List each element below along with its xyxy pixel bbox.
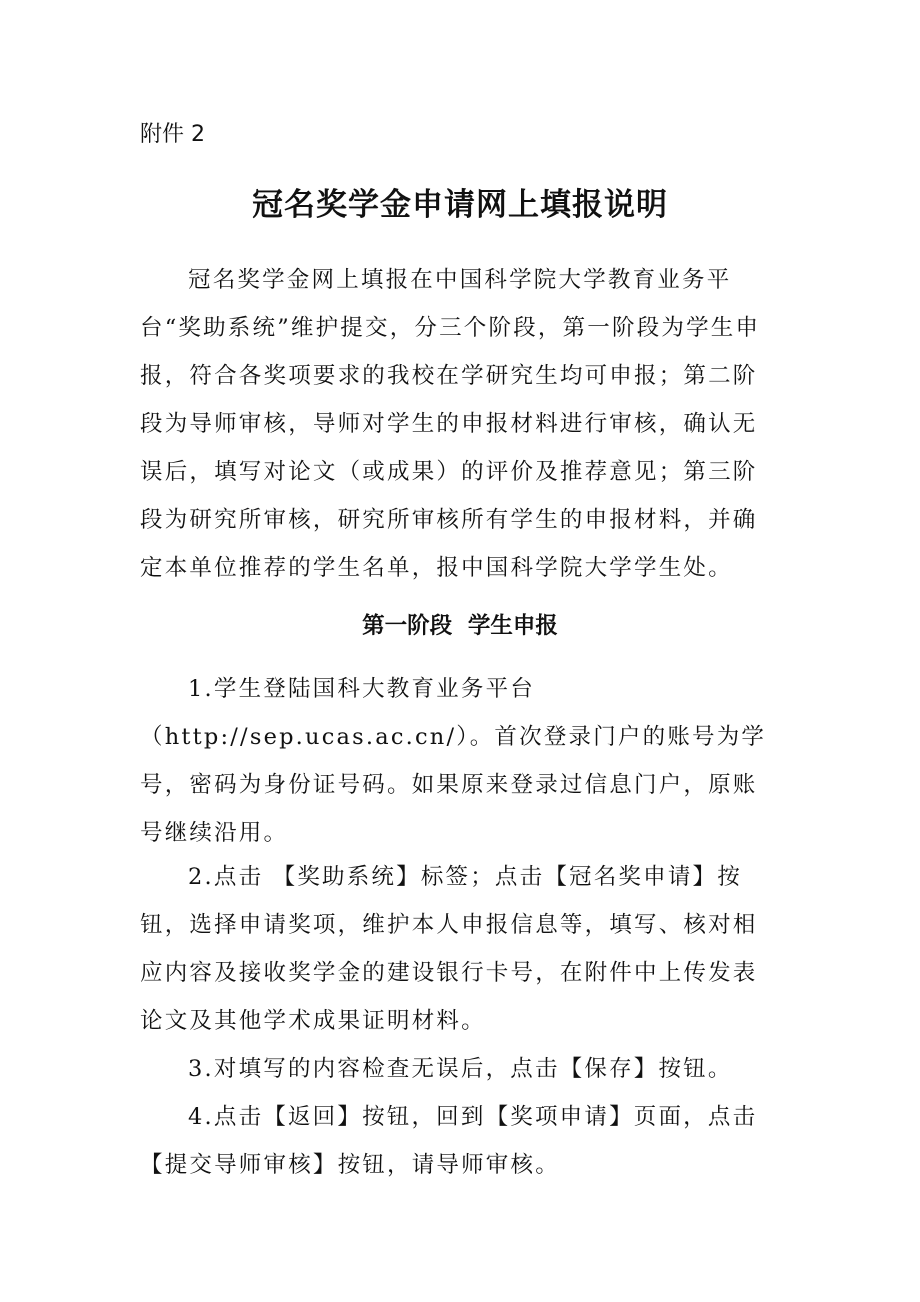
intro-paragraph: 冠名奖学金网上填报在中国科学院大学教育业务平台“奖助系统”维护提交，分三个阶段，第一阶段为学生申报，符合各奖项要求的我校在学研究生均可申报；第二阶段为导师审核，导师对学生的申报材料进行审核，确认无误后，填写对论文（或成果）的评价及推荐意见；第三阶段为研究所审核，研究所审核所有学生的申报材料，并确定本单位推荐的学生名单，报中国科学院大学学生处。 [140, 267, 761, 581]
section-heading: 第一阶段 学生申报 [362, 613, 558, 639]
page-title: 冠名奖学金申请网上填报说明 [252, 187, 668, 223]
step-4-paragraph: 4.点击【返回】按钮，回到【奖项申请】页面，点击【提交导师审核】按钮，请导师审核。 [140, 1104, 758, 1178]
step-2-paragraph: 2.点击 【奖助系统】标签；点击【冠名奖申请】按钮，选择申请奖项，维护本人申报信息等，填写、核对相应内容及接收奖学金的建设银行卡号，在附件中上传发表论文及其他学术成果证明材料。 [140, 864, 758, 1034]
step-1-paragraph: 1.学生登陆国科大教育业务平台（http://sep.ucas.ac.cn/）。首次登录门户的账号为学号，密码为身份证号码。如果原来登录过信息门户，原账号继续沿用。 [140, 676, 767, 846]
attachment-label: 附件 2 [140, 122, 205, 147]
step-3-paragraph: 3.对填写的内容检查无误后，点击【保存】按钮。 [188, 1056, 733, 1082]
